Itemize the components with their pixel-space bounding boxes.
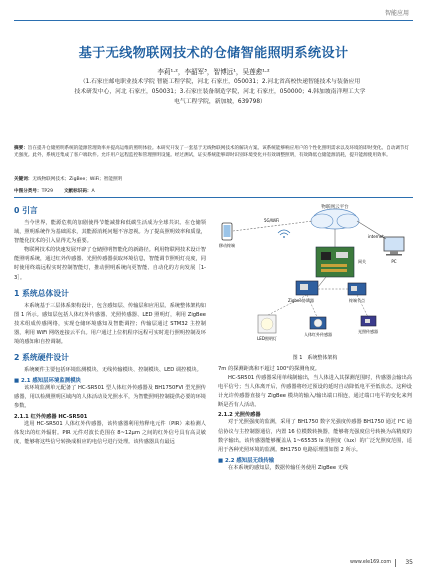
- cloud-icon: [311, 209, 359, 229]
- wifi-label: 5G/WiFi: [264, 218, 280, 223]
- wifi-icon: [278, 230, 290, 238]
- clc-value: TP29: [41, 189, 53, 194]
- pir-sensor-icon: [310, 317, 326, 329]
- internet-label: internet: [368, 234, 384, 239]
- paper-title: 基于无线物联网技术的仓储智能照明系统设计: [78, 46, 349, 61]
- page-number: 35: [405, 559, 413, 566]
- pc-icon: [384, 237, 404, 256]
- section-2-1-2-paragraph-1: 对于光照强度的监测，采用了 BH1750 数字光强度传感器 BH1750 通过 I²C 通信协议与主控制器通信，内置 16 位模数转换器，能够将光强度信号转换为高精度的数字输出。该传感器能够覆盖从 1~65535 lx 的照度（lux）的广泛光照度范围，适用于各种光照环境的监测。BH1750 电路原理图如图 2 所示。: [218, 419, 412, 453]
- right-column: [218, 365, 412, 473]
- abstract: [14, 145, 412, 160]
- footer-url: www.ele169.com: [349, 560, 391, 565]
- light-sensor-icon: [361, 316, 376, 326]
- mobile-label: 移动终端: [219, 243, 235, 248]
- mobile-phone-icon: [222, 223, 232, 240]
- figure-1-caption: 图 1 系统整体架构: [292, 355, 338, 361]
- led-light-icon: [258, 315, 276, 333]
- section-2-1-title: ■ 2.1 感知层环境监测模块: [14, 378, 81, 385]
- authors: 李莉¹·²，李韶军³，智博远¹，吴莲愈¹·²: [157, 68, 270, 76]
- abstract-rule: [14, 197, 413, 198]
- left-column: [14, 203, 206, 447]
- header-rule: [14, 20, 413, 21]
- section-1-paragraph-1: 本系统基于三层体系架构设计，包含感知层、传输层和应用层。系统整体架构如图 1 所示。感知层包括人体红外传感器、光照传感器、LED 照明灯，利用 ZigBee 技术组成传感网络，实现仓储环境感知及智能调控；传输层通过 STM32 主控制器，利用 WiFi 网络连接云平台。用户通过上位机程序远程可实时进行照明控制及环境的感知和自控调制。: [14, 302, 206, 346]
- section-2-1-paragraph-1: 该环境监测单元配备了 HC-SR501 型人体红外传感器及 BH1750FVI 型光照传感器，用以检测照明区域内的人体活动及光照水平，为智能照明控制提供必要的环境参数。: [14, 385, 206, 410]
- gateway-label: 网关: [358, 259, 366, 264]
- right-paragraph-continued: 7m 的探测距离和不超过 100°的探测角度。: [218, 366, 320, 372]
- terminal-node-icon: [348, 283, 366, 295]
- abstract-text: 旨在提升仓储照明系统的能源管理效率并提高运维的照明体验。本研究开发了一套基于无线物联网技术的解决方案。该系统能够响应用户的个性化照明需求以及环境的即时变化。自动调节灯光强度。此外，系统还集成了客户端软件。允许用户远程监控和管理照明设施。经过测试，证实系统能够即时识别环境变化并有效调整照明，有效降低仓储能源消耗，提升能源使用效率。: [14, 146, 410, 159]
- clc-label: 中图分类号：: [14, 189, 42, 194]
- section-2-title: 2 系统硬件设计: [14, 353, 69, 363]
- keywords-text: 无线物联网技术；ZigBee；WiFi；智能照明: [32, 177, 123, 182]
- zigbee-coordinator-label: Zigbee协调器: [288, 298, 314, 303]
- affiliation-line: （1.石家庄邮电职业技术学院 智能工程学院，河北 石家庄，050031；2.河北省高校快递智能技术与装备应用: [79, 79, 361, 85]
- footer-divider: [395, 559, 396, 567]
- led-light-label: LED照明灯: [257, 336, 277, 341]
- section-1-title: 1 系统总体设计: [14, 288, 69, 298]
- zigbee-coordinator-icon: [296, 281, 318, 295]
- affiliation-line: 电气工程学院，新加坡，639798）: [174, 99, 266, 105]
- gateway-board-icon: [316, 247, 354, 277]
- keywords-label: 关键词：: [14, 177, 33, 182]
- affiliations: [40, 77, 400, 107]
- section-2-1-2-title: 2.1.2 光照传感器: [218, 412, 261, 419]
- figure-1: [218, 203, 412, 351]
- section-0-title: 0 引言: [14, 206, 38, 215]
- system-architecture-diagram: [218, 203, 412, 351]
- keywords: [14, 176, 122, 182]
- light-sensor-label: 光照传感器: [358, 329, 378, 334]
- pir-sensor-label: 人体红外传感器: [304, 332, 332, 337]
- section-0-paragraph-2: 物联网技术的快速发展开辟了仓储照明智能化的新路径。利用物联网技术设计智能照明系统，通过红外传感器、光照传感器获取环境信息，智能调节照明灯亮度，同时使用终端远程实时控制智能灯，推动照明系统向更智能、自动化的方向发展［1-3］。: [14, 247, 206, 281]
- section-2-1-1-title: 2.1.1 红外传感器 HC-SR501: [14, 413, 88, 420]
- cloud-label: 物联网云平台: [321, 205, 349, 210]
- right-paragraph-sr501: HC-SR501 传感器采用单线制输出，当人体进入其探测范围时，传感器会输出高电平信号；当人体离开后，传感器将经过预设的延时自动降低电平至低状态。这种设计允许传感器直接与 ZigBee 模块的输入/输出端口相连，通过端口电平的变化来判断是否有人活动。: [218, 375, 412, 409]
- affiliation-line: 技术研发中心，河北 石家庄，050031；3.石家庄装备制造学院，河北 石家庄，050000；4.韩加坡南洋理工大学: [74, 89, 366, 95]
- section-0-paragraph-1: 当今世界，能源危机的加剧使得节能减排和低碳生活成为全球共识。在仓储领域，照明系统作为基础需求，其能源消耗问题不容忽视。为了提高照明效率和质量，智能化技术的引入显得尤为重要。: [14, 220, 206, 245]
- section-2-paragraph-1: 系统硬件主要包括环境监测模块、无线传输模块、控制模块、LED 调控模块。: [24, 367, 202, 374]
- section-2-2-paragraph-1: 在本系统的感知层，数据传输任务使用 ZigBee 无线: [228, 464, 349, 471]
- journal-section-tag: 智能应用: [384, 10, 409, 17]
- doc-code-value: A: [91, 189, 95, 194]
- section-2-1-1-paragraph-1: 选用 HC-SR501 人体红外传感器，该传感器利用热释电元件（PIR）来检测人体发出的红外辐射。PIR 元件对波长范围在 8~12μm 之间的红外信号具有高灵敏度，能够将这些信号转换成相应的电信号进行处理。该传感器具有最远: [14, 420, 206, 445]
- section-2-2-title: ■ 2.2 感知层无线传输: [218, 457, 275, 464]
- doc-code-label: 文献标识码：: [63, 189, 92, 194]
- terminal-node-label: 终端节点: [349, 298, 365, 303]
- classification: [14, 188, 95, 194]
- pc-label: PC: [391, 259, 397, 264]
- abstract-label: 摘要：: [14, 146, 28, 151]
- coordinator-gateway-link: [318, 277, 326, 287]
